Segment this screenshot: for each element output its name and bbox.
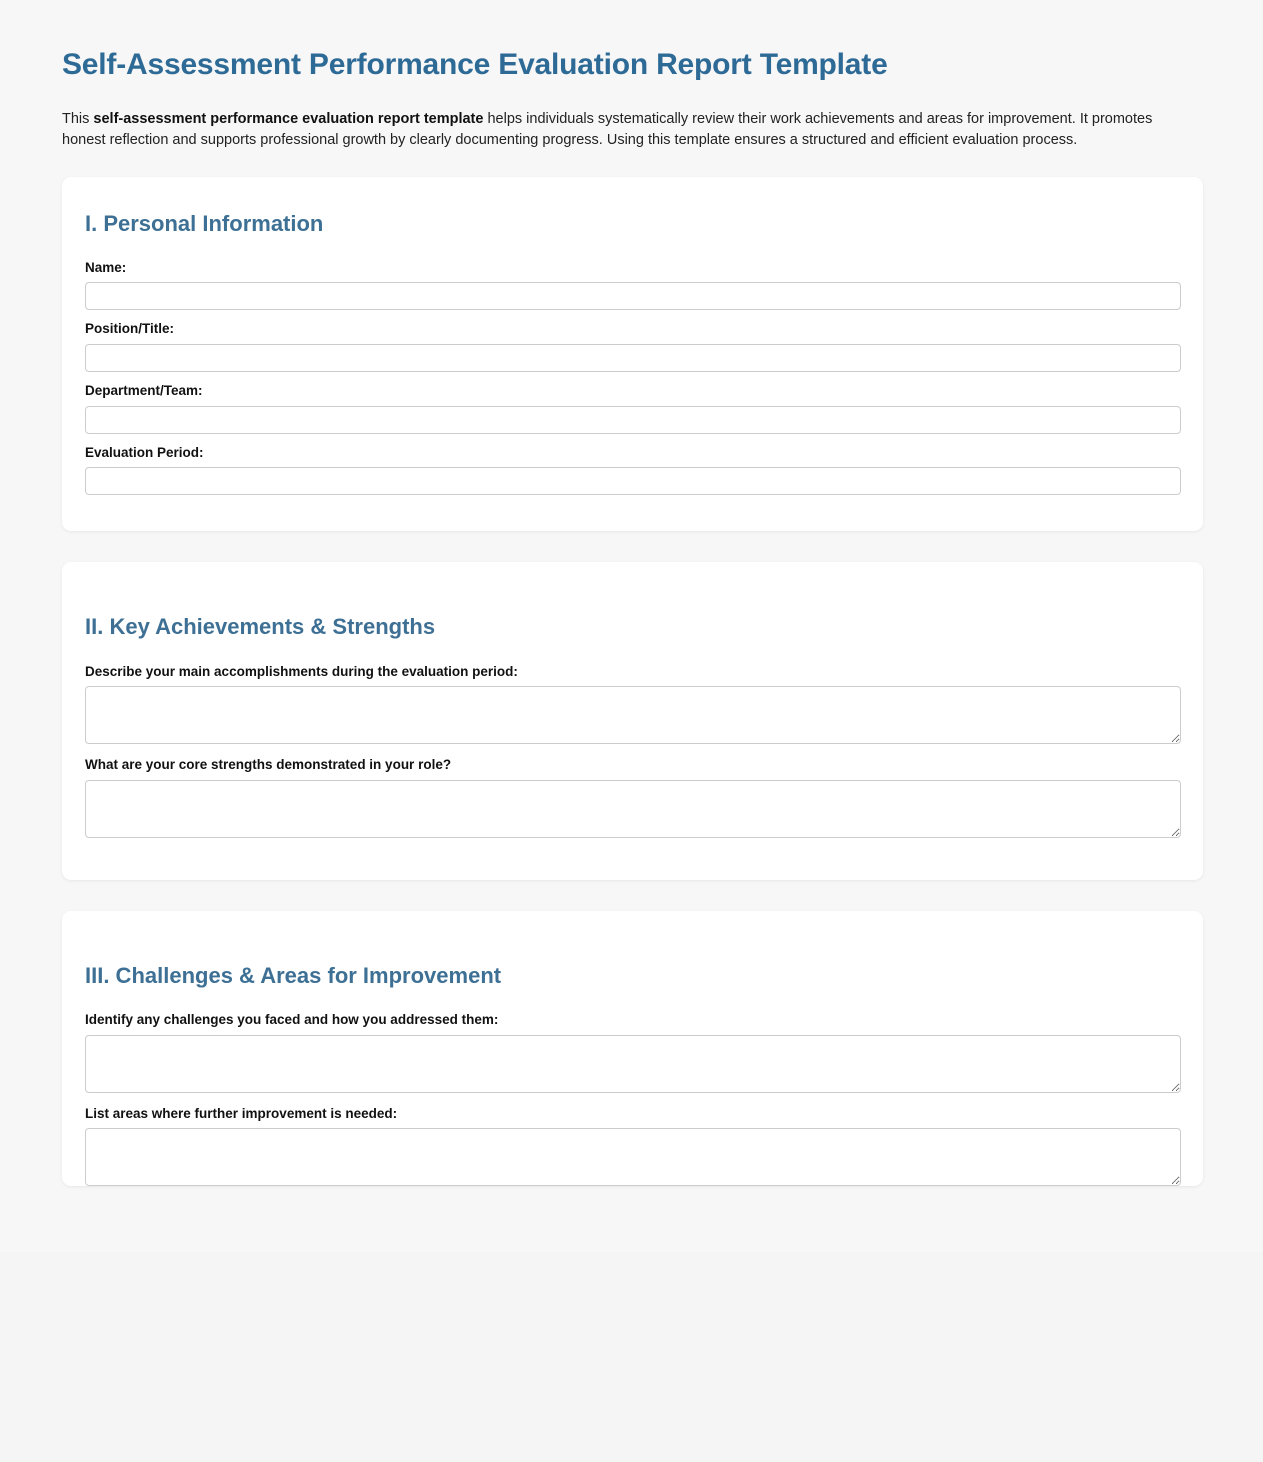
- section-heading-challenges-improvement: III. Challenges & Areas for Improvement: [85, 962, 502, 988]
- field-department-team: [85, 382, 1180, 434]
- section-card-personal-information: [62, 177, 1203, 532]
- field-accomplishments: [85, 663, 1180, 745]
- section-heading-personal-information: I. Personal Information: [85, 210, 324, 236]
- section-heading-key-achievements: II. Key Achievements & Strengths: [85, 614, 436, 640]
- intro-suffix: helps individuals systematically review their work achievements and areas for improvement. It promotes honest reflection and supports professional growth by clearly documenting progress. Using this template ensures a structured and efficient evaluation process.: [62, 110, 1153, 148]
- field-position-title: [85, 320, 1180, 372]
- intro-prefix: This: [62, 110, 94, 127]
- department-team-input[interactable]: [85, 406, 1181, 434]
- field-label-evaluation-period: Evaluation Period:: [85, 444, 204, 460]
- section-card-key-achievements: [62, 562, 1203, 879]
- improvement-areas-textarea[interactable]: [85, 1128, 1181, 1186]
- position-title-input[interactable]: [85, 344, 1181, 372]
- page-title: Self-Assessment Performance Evaluation Report Template: [62, 48, 888, 81]
- field-evaluation-period: [85, 444, 1180, 496]
- field-challenges: [85, 1011, 1180, 1093]
- field-label-department-team: Department/Team:: [85, 383, 203, 399]
- field-label-accomplishments: Describe your main accomplishments during the evaluation period:: [85, 663, 518, 679]
- field-label-improvement-areas: List areas where further improvement is needed:: [85, 1105, 398, 1121]
- field-label-position-title: Position/Title:: [85, 321, 175, 337]
- intro-bold-phrase: self-assessment performance evaluation report template: [93, 110, 484, 127]
- challenges-textarea[interactable]: [85, 1035, 1181, 1093]
- field-core-strengths: [85, 756, 1180, 838]
- section-card-challenges-improvement: [62, 911, 1203, 1186]
- field-label-challenges: Identify any challenges you faced and how you addressed them:: [85, 1011, 499, 1027]
- field-label-name: Name:: [85, 259, 127, 275]
- field-label-core-strengths: What are your core strengths demonstrated in your role?: [85, 757, 452, 773]
- field-improvement-areas: [85, 1105, 1180, 1187]
- name-input[interactable]: [85, 282, 1181, 310]
- intro-paragraph: [62, 109, 1190, 151]
- accomplishments-textarea[interactable]: [85, 686, 1181, 744]
- evaluation-period-input[interactable]: [85, 467, 1181, 495]
- field-name: [85, 259, 1180, 311]
- core-strengths-textarea[interactable]: [85, 780, 1181, 838]
